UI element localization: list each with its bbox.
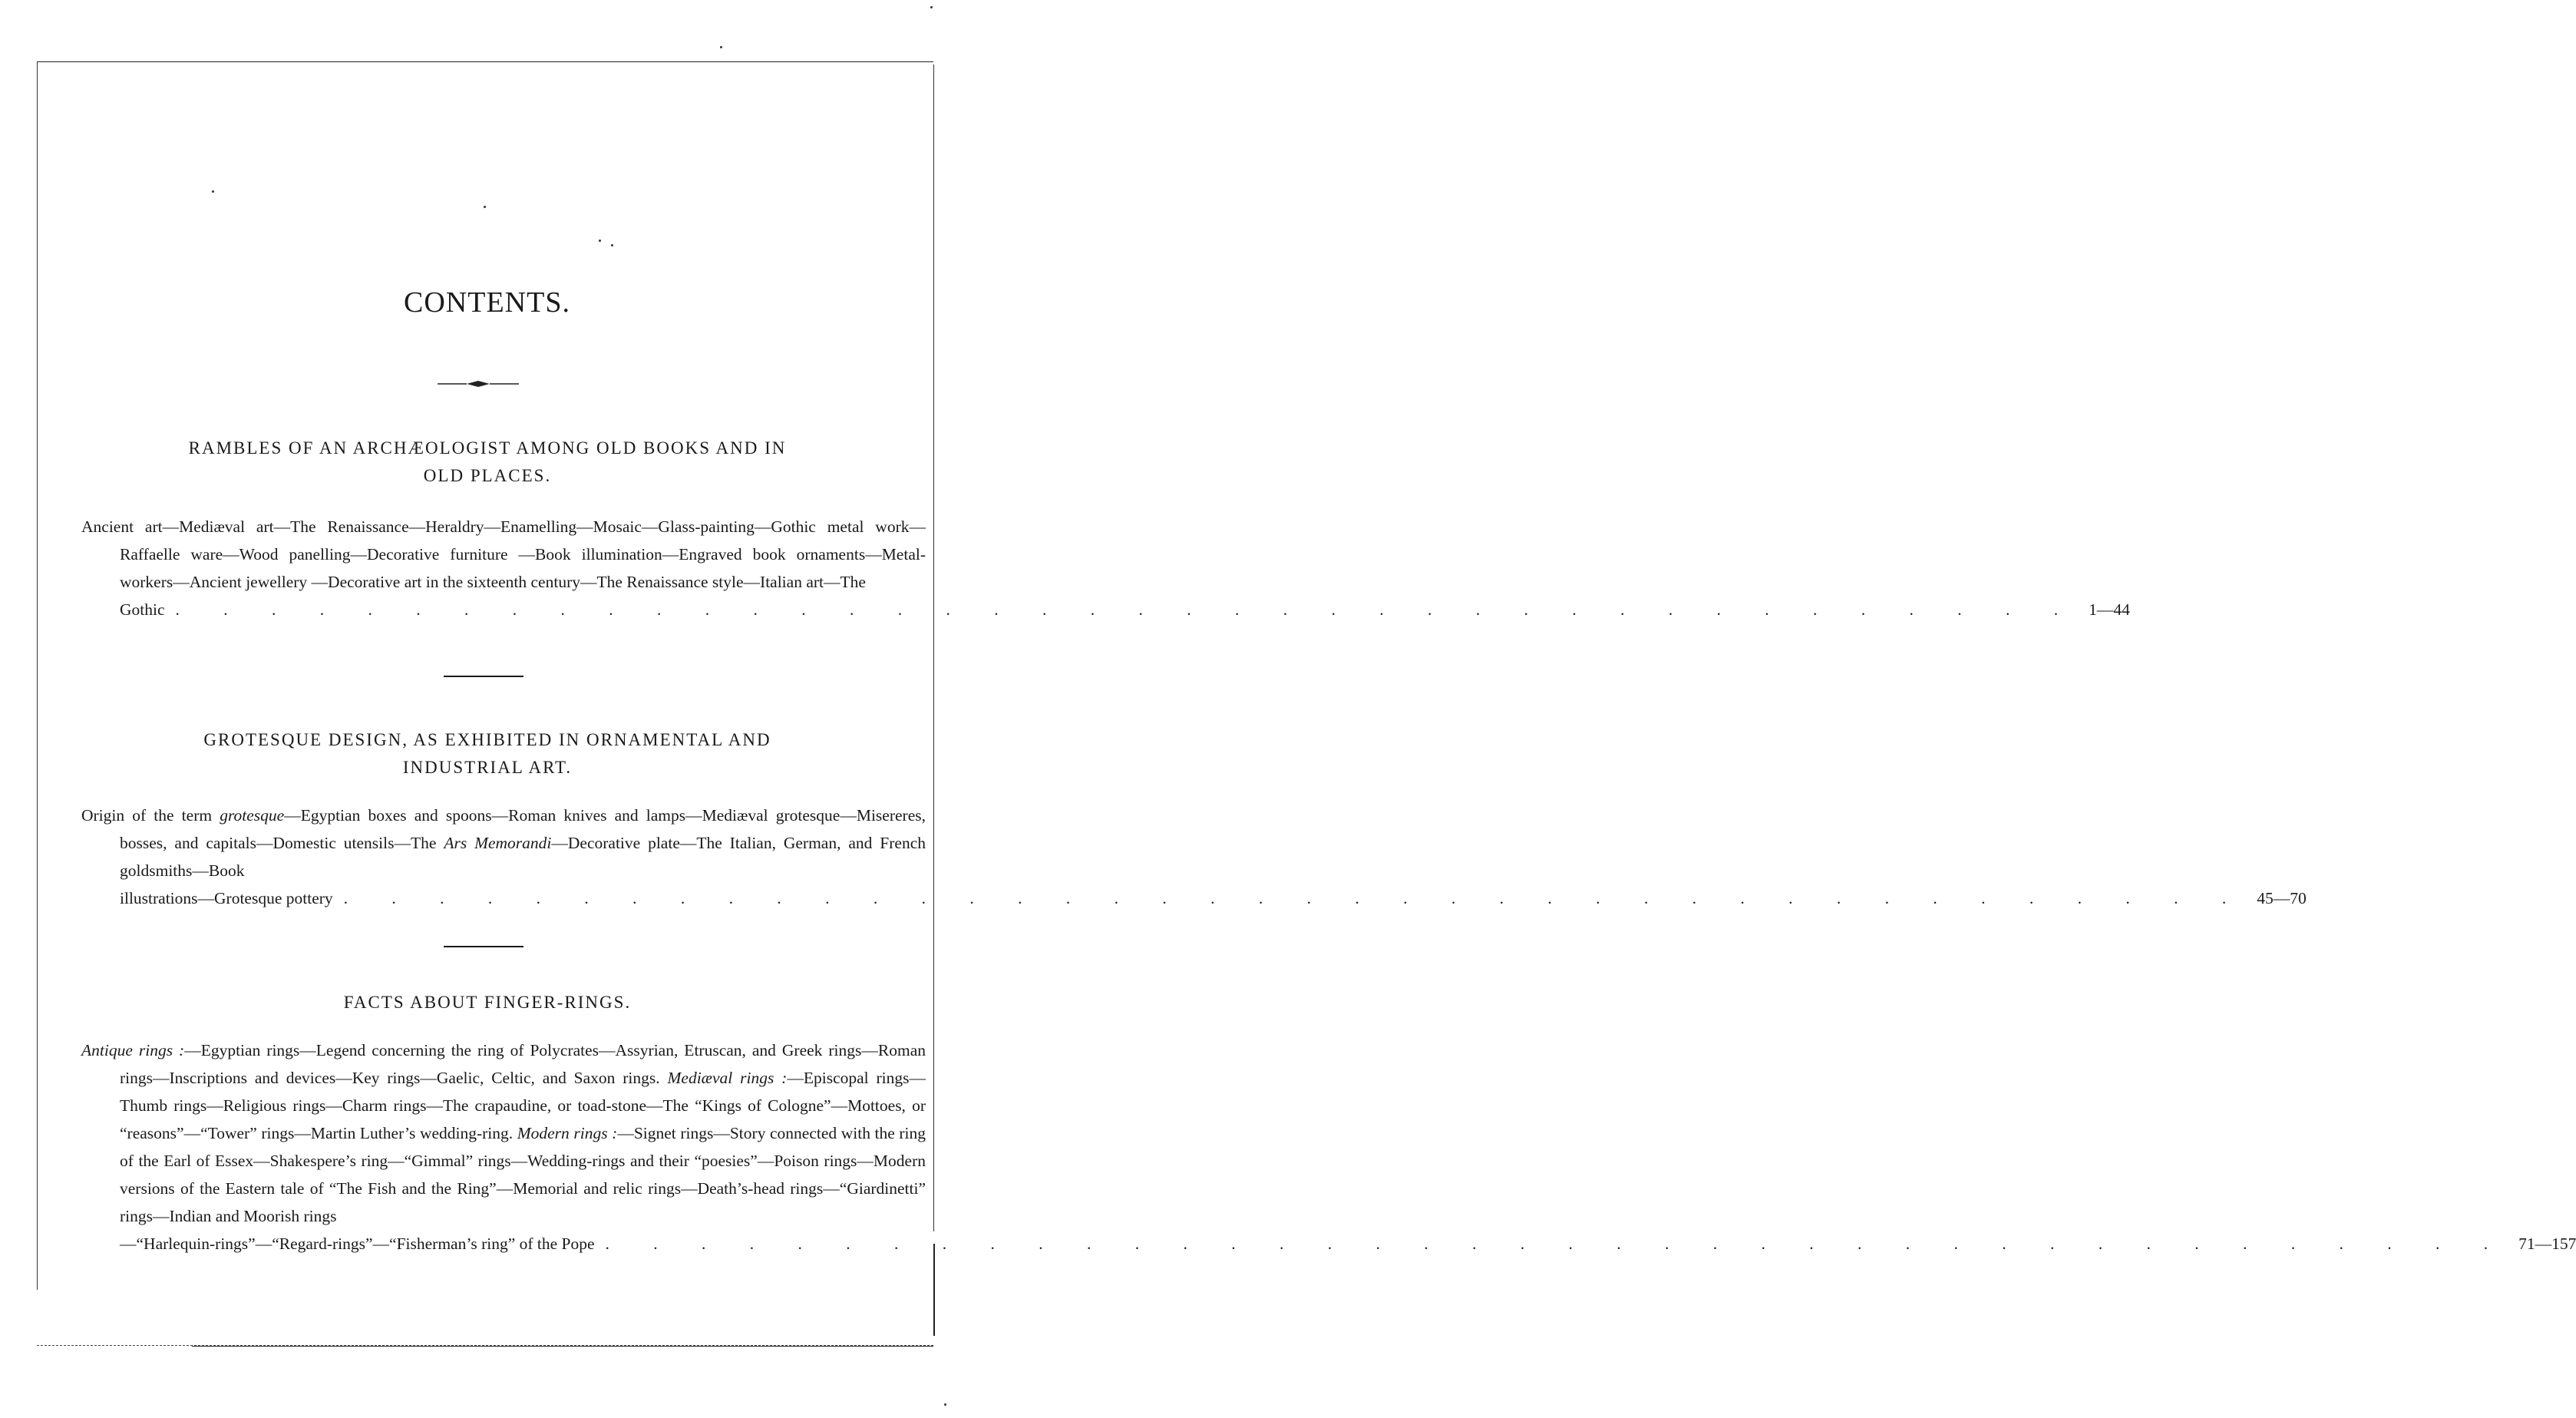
section-heading-line: GROTESQUE DESIGN, AS EXHIBITED IN ORNAMENTAL AND <box>203 730 771 749</box>
dot-leader: . . . . . . . . . . . . . . . . . . . . . . . . . . . . . . . . . . . . . . . . <box>605 1235 2508 1253</box>
section-entry-rambles <box>81 513 2130 623</box>
entry-text: —Decorative plate—The Italian, German, and French goldsmiths—Book <box>120 834 926 880</box>
entry-italic-term: grotesque <box>220 806 285 825</box>
page-border-bottom-rule <box>192 1346 933 1347</box>
section-divider <box>444 946 523 947</box>
page-title: CONTENTS. <box>404 286 570 319</box>
scan-speck <box>611 244 613 246</box>
entry-last-line <box>120 1230 2576 1258</box>
page-border-right-tick <box>933 1244 935 1336</box>
entry-last-words: —“Harlequin-rings”—“Regard-rings”—“Fisherman’s ring” of the Pope <box>120 1235 595 1253</box>
page-border-top <box>37 61 933 62</box>
page-range: 45—70 <box>2257 889 2307 907</box>
entry-italic-term: Modern rings : <box>517 1124 618 1142</box>
dot-leader: . . . . . . . . . . . . . . . . . . . . . . . . . . . . . . . . . . . . . . . . <box>343 889 2247 907</box>
entry-italic-term: Mediæval rings : <box>667 1069 788 1087</box>
entry-last-line <box>120 596 2130 623</box>
entry-last-words: illustrations—Grotesque pottery <box>120 889 333 907</box>
entry-text: —Egyptian rings—Legend concerning the ring of Polycrates—Assyrian, Etruscan, and Greek rings—Roman rings—Inscriptions and devices—Key rings—Gaelic, Celtic, and Saxon rings. <box>120 1041 926 1087</box>
diamond-ornament-icon <box>438 379 519 388</box>
entry-last-line <box>120 884 2307 912</box>
section-heading-line: RAMBLES OF AN ARCHÆOLOGIST AMONG OLD BOOKS AND IN <box>188 438 787 458</box>
scan-speck <box>930 6 933 8</box>
scan-speck <box>944 1403 946 1406</box>
section-heading-line: OLD PLACES. <box>423 466 552 485</box>
scan-speck <box>484 206 486 208</box>
entry-text: Ancient art—Mediæval art—The Renaissance—Heraldry—Enamelling—Mosaic—Glass-painting—Gothic metal work—Raffaelle ware—Wood panelling—Decorative furniture —Book illumination—Engraved book ornaments—Metal-workers—Ancient jewellery —Decorative art in the sixteenth century—The Renaissance style—Italian art—The <box>81 517 926 591</box>
section-heading-finger-rings <box>92 989 883 1016</box>
section-divider <box>444 676 523 677</box>
entry-text: —Egyptian boxes and spoons—Roman knives and lamps—Mediæval grotesque—Misereres, bosses, and capitals—Domestic utensils—The <box>120 806 926 852</box>
entry-text: Origin of the term <box>81 806 220 825</box>
section-heading-rambles <box>92 435 883 490</box>
section-heading-line: FACTS ABOUT FINGER-RINGS. <box>343 993 632 1012</box>
section-entry-grotesque <box>81 802 2307 912</box>
section-heading-line: INDUSTRIAL ART. <box>402 758 573 777</box>
page-range: 71—157 <box>2518 1235 2576 1253</box>
page-range: 1—44 <box>2089 600 2130 619</box>
entry-text: —Episcopal rings—Thumb rings—Religious rings—Charm rings—The crapaudine, or toad-stone—The “Kings of Cologne”—Mottoes, or “reasons”—“Tower” rings—Martin Luther’s wedding-ring. <box>120 1069 926 1142</box>
scan-speck <box>720 46 722 48</box>
entry-text: —Signet rings—Story connected with the ring of the Earl of Essex—Shakespere’s ring—“Gimmal” rings—Wedding-rings and their “poesies”—Poison rings—Modern versions of the Eastern tale of “The Fish and the Ring”—Memorial and relic rings—Death’s-head rings—“Giardinetti” rings—Indian and Moorish rings <box>120 1124 926 1225</box>
page-border-left <box>37 61 38 1290</box>
entry-italic-term: Ars Memorandi <box>444 834 552 852</box>
dot-leader: . . . . . . . . . . . . . . . . . . . . . . . . . . . . . . . . . . . . . . . . <box>175 600 2079 619</box>
section-entry-finger-rings <box>81 1036 2576 1258</box>
entry-last-words: Gothic <box>120 600 165 619</box>
scan-speck <box>599 240 601 242</box>
entry-italic-term: Antique rings : <box>81 1041 185 1059</box>
page-border-right <box>933 64 934 1231</box>
section-heading-grotesque <box>92 726 883 782</box>
scan-speck <box>212 190 214 193</box>
